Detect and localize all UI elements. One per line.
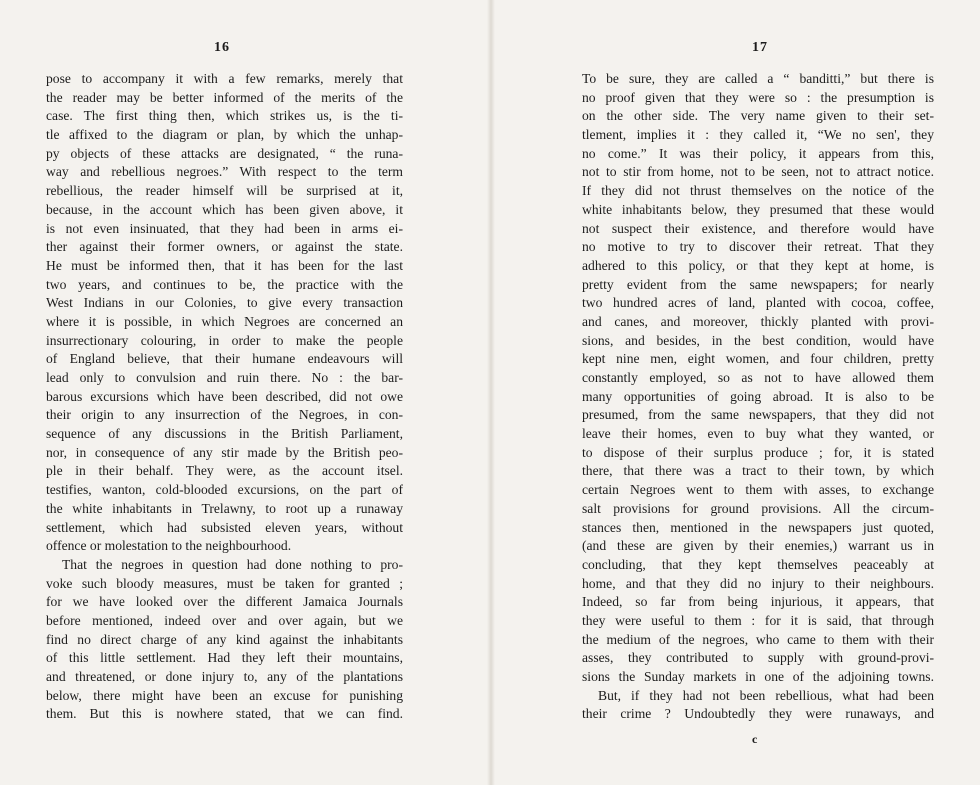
text-line: He must be informed then, that it has been for the last (46, 257, 403, 273)
right-page (490, 0, 980, 785)
text-line: not to stir from home, not to be seen, not to attract notice. (582, 164, 934, 180)
text-line: they were useful to them : for it is said, that through (582, 612, 934, 628)
text-line: no come.” It was their policy, it appears from this, (582, 145, 934, 161)
text-line: nor, in consequence of any stir made by the British peo- (46, 444, 403, 460)
text-line: (and these are given by their enemies,) warrant us in (582, 538, 934, 554)
text-line: If they did not thrust themselves on the notice of the (582, 183, 934, 199)
text-line: voke such bloody measures, must be taken for granted ; (46, 575, 403, 591)
left-page-text (46, 70, 403, 724)
text-line: ther against their former owners, or against the state. (46, 239, 403, 255)
text-line: of England believe, that their humane endeavours will (46, 351, 403, 367)
text-line: the reader may be better informed of the merits of the (46, 89, 403, 105)
text-line: insurrectionary colouring, in order to make the people (46, 332, 403, 348)
text-line: for we have looked over the different Jamaica Journals (46, 594, 403, 610)
text-line: That the negroes in question had done nothing to pro- (62, 556, 403, 572)
text-line: to dispose of their surplus produce ; for, it is stated (582, 444, 934, 460)
signature-mark: c (752, 732, 758, 746)
text-line: no motive to try to discover their retreat. That they (582, 239, 934, 255)
text-line: many opportunities of going abroad. It is also to be (582, 388, 934, 404)
text-line: no proof given that they were so : the presumption is (582, 89, 934, 105)
text-line: testifies, wanton, cold-blooded excursions, on the part of (46, 482, 403, 498)
page-number-right: 17 (752, 40, 768, 55)
text-line: on the other side. The very name given to their set- (582, 108, 934, 124)
text-line: But, if they had not been rebellious, what had been (598, 687, 934, 703)
text-line: case. The first thing then, which strikes us, is the ti- (46, 108, 403, 124)
text-line: two hundred acres of land, planted with cocoa, coffee, (582, 295, 934, 311)
text-line: kept nine men, eight women, and four children, pretty (582, 351, 934, 367)
text-line: not suspect their existence, and therefore would have (582, 220, 934, 236)
text-line: tlement, implies it : they called it, “We no sen', they (582, 127, 934, 143)
text-line: and canes, and moreover, thickly planted with provi- (582, 313, 934, 329)
text-line: the medium of the negroes, who came to them with their (582, 631, 934, 647)
text-line: home, and that they did no injury to their neighbours. (582, 575, 934, 591)
text-line: concluding, that they kept themselves peaceably at (582, 556, 934, 572)
text-line: py objects of these attacks are designated, “ the runa- (46, 145, 403, 161)
text-line: way and rebellious negroes.” With respect to the term (46, 164, 403, 180)
text-line: offence or molestation to the neighbourhood. (46, 538, 292, 554)
text-line: because, in the account which has been given above, it (46, 201, 403, 217)
text-line: sions the Sunday markets in one of the adjoining towns. (582, 669, 934, 684)
text-line: two years, and continues to be, the practice with the (46, 276, 403, 292)
text-line: find no direct charge of any kind against the inhabitants (46, 631, 403, 647)
text-line: of this little settlement. Had they left their mountains, (46, 650, 403, 666)
page-number-left: 16 (214, 40, 230, 55)
text-line: lead only to convulsion and ruin there. No : the bar- (46, 370, 403, 385)
text-line: sions, and besides, in the best condition, would have (582, 332, 934, 348)
text-line: leave their homes, even to buy what they wanted, or (582, 426, 934, 442)
text-line: rebellious, the reader himself will be surprised at it, (46, 183, 403, 199)
text-line: pretty evident from the same newspapers; for nearly (582, 276, 934, 292)
text-line: presumed, from the same newspapers, that they did not (582, 407, 934, 423)
text-line: before mentioned, indeed over and over again, but we (46, 612, 403, 628)
right-page-text (582, 70, 934, 724)
text-line: below, there might have been an excuse for punishing (46, 687, 403, 703)
text-line: and threatened, or done injury to, any of the plantations (46, 669, 403, 684)
text-line: there, that there was a tract to their town, by which (582, 463, 934, 479)
text-line: certain Negroes went to them with asses, to exchange (582, 482, 934, 498)
text-line: constantly employed, so as not to have allowed them (582, 370, 934, 385)
text-line: Indeed, so far from being injurious, it appears, that (582, 594, 934, 610)
text-line: asses, they contributed to supply with ground-provi- (582, 650, 934, 666)
text-line: pose to accompany it with a few remarks, merely that (46, 71, 403, 86)
text-line: adhered to this policy, or that they kept at home, is (582, 257, 934, 273)
text-line: their origin to any insurrection of the Negroes, in con- (46, 407, 403, 423)
text-line: is not even insinuated, that they had been in arms ei- (46, 220, 403, 236)
text-line: ple in their behalf. They were, as the account itsel. (46, 463, 403, 479)
text-line: barous excursions which have been described, did not owe (46, 388, 403, 404)
text-line: West Indians in our Colonies, to give every transaction (46, 295, 403, 311)
text-line: them. But this is nowhere stated, that we can find. (46, 706, 403, 722)
text-line: tle affixed to the diagram or plan, by which the unhap- (46, 127, 403, 143)
text-line: their crime ? Undoubtedly they were runaways, and (582, 706, 934, 722)
text-line: sequence of any discussions in the British Parliament, (46, 426, 403, 442)
text-line: stances then, mentioned in the newspapers just quoted, (582, 519, 934, 535)
text-line: white inhabitants below, they presumed that these would (582, 201, 934, 217)
text-line: where it is possible, in which Negroes are concerned an (46, 313, 403, 329)
text-line: the white inhabitants in Trelawny, to root up a runaway (46, 500, 403, 516)
text-line: salt provisions for ground provisions. All the circum- (582, 500, 934, 516)
text-line: settlement, which had subsisted eleven years, without (46, 519, 403, 535)
text-line: To be sure, they are called a “ banditti,” but there is (582, 71, 934, 86)
